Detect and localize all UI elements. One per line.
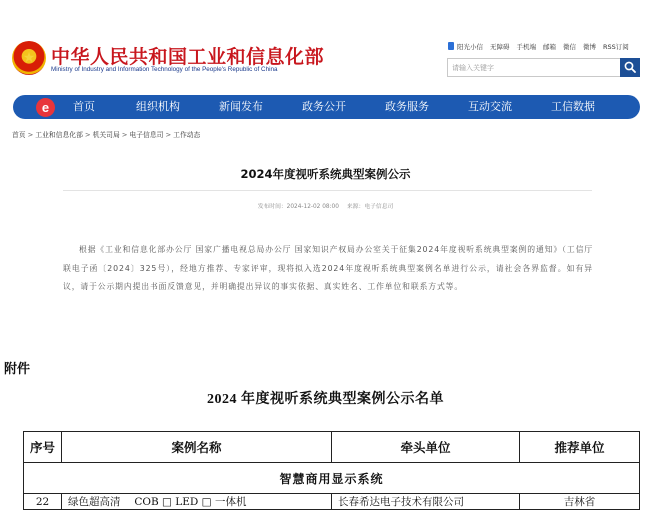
row-number: 22 [24,494,62,510]
breadcrumb-work-news[interactable]: 工作动态 [173,131,201,139]
emblem-star-icon: ★ [22,50,36,66]
table-section-row [24,463,640,494]
top-link-weibo[interactable]: 微博 [583,42,596,51]
section-title: 智慧商用显示系统 [24,463,640,494]
publish-time: 发布时间：2024-12-02 08:00 [257,204,339,210]
top-link-mail[interactable]: 邮箱 [543,42,556,51]
breadcrumb-separator-icon: > [84,131,91,139]
breadcrumb-separator-icon: > [165,131,172,139]
article-body: 根据《工业和信息化部办公厅 国家广播电视总局办公厅 国家知识产权局办公室关于征集2024年度视听系统典型案例的通知》（工信厅联电子函〔2024〕325号），经地方推荐、专家评审，现将拟入选2024年度视听系统典型案例名单进行公示，请社会各界监督。如有异议，请于公示期内提出书面反馈意见，并明确提出异议的事实依据、真实姓名、工作单位和联系方式等。 [63,245,593,291]
nav-item-interaction[interactable]: 互动交流 [468,100,512,113]
case-list-table [23,431,640,510]
column-header-case-name: 案例名称 [62,432,332,463]
search-icon [624,61,636,73]
site-title[interactable]: 中华人民共和国工业和信息化部 [51,46,325,68]
top-link-rss[interactable]: RSS订阅 [603,42,629,51]
article-title: 2024年度视听系统典型案例公示 [240,167,411,181]
nav-item-gov-info[interactable]: 政务公开 [302,100,346,113]
row-recommender: 吉林省 [520,494,640,510]
breadcrumb-ministry[interactable]: 工业和信息化部 [35,131,83,139]
breadcrumb-departments[interactable]: 机关司局 [92,131,120,139]
nav-item-organization[interactable]: 组织机构 [136,100,180,113]
site-subtitle: Ministry of Industry and Information Technology of the People's Republic of China [51,66,278,73]
top-link-mobile[interactable]: 手机端 [516,42,536,51]
top-link-sunshine[interactable]: 阳光小信 [457,42,483,51]
table-row [24,494,640,510]
search-input[interactable] [447,58,620,77]
table-header-row [24,432,640,463]
column-header-recommender: 推荐单位 [520,432,640,463]
nav-item-news[interactable]: 新闻发布 [219,100,263,113]
article-source: 来源：电子信息司 [346,204,394,210]
nav-item-data[interactable]: 工信数据 [551,100,595,113]
national-emblem-logo [12,41,46,75]
nav-item-gov-services[interactable]: 政务服务 [385,100,429,113]
search-button[interactable] [620,58,640,77]
row-case-name: 绿色超高清 COB □ LED □ 一体机 [62,494,332,510]
attachment-label: 附件 [4,362,31,377]
breadcrumb-electronics-dept[interactable]: 电子信息司 [129,131,164,139]
breadcrumb-separator-icon: > [121,131,128,139]
home-logo-glyph: e [41,100,50,115]
row-lead-unit: 长春希达电子技术有限公司 [332,494,520,510]
nav-item-home[interactable]: 首页 [73,100,95,113]
title-divider [63,190,592,191]
top-link-wechat[interactable]: 微信 [563,42,576,51]
column-header-lead-unit: 牵头单位 [332,432,520,463]
article-meta [0,201,651,210]
column-header-number: 序号 [24,432,62,463]
flag-icon [448,42,454,50]
home-logo-icon[interactable] [36,98,55,117]
search-bar [447,58,641,77]
breadcrumb-separator-icon: > [27,131,34,139]
breadcrumb-home[interactable]: 首页 [12,131,26,139]
attachment-list-title: 2024 年度视听系统典型案例公示名单 [207,392,444,407]
breadcrumb [12,129,200,139]
main-nav [13,95,640,119]
top-link-accessibility[interactable]: 无障碍 [490,42,510,51]
top-links [448,41,629,51]
